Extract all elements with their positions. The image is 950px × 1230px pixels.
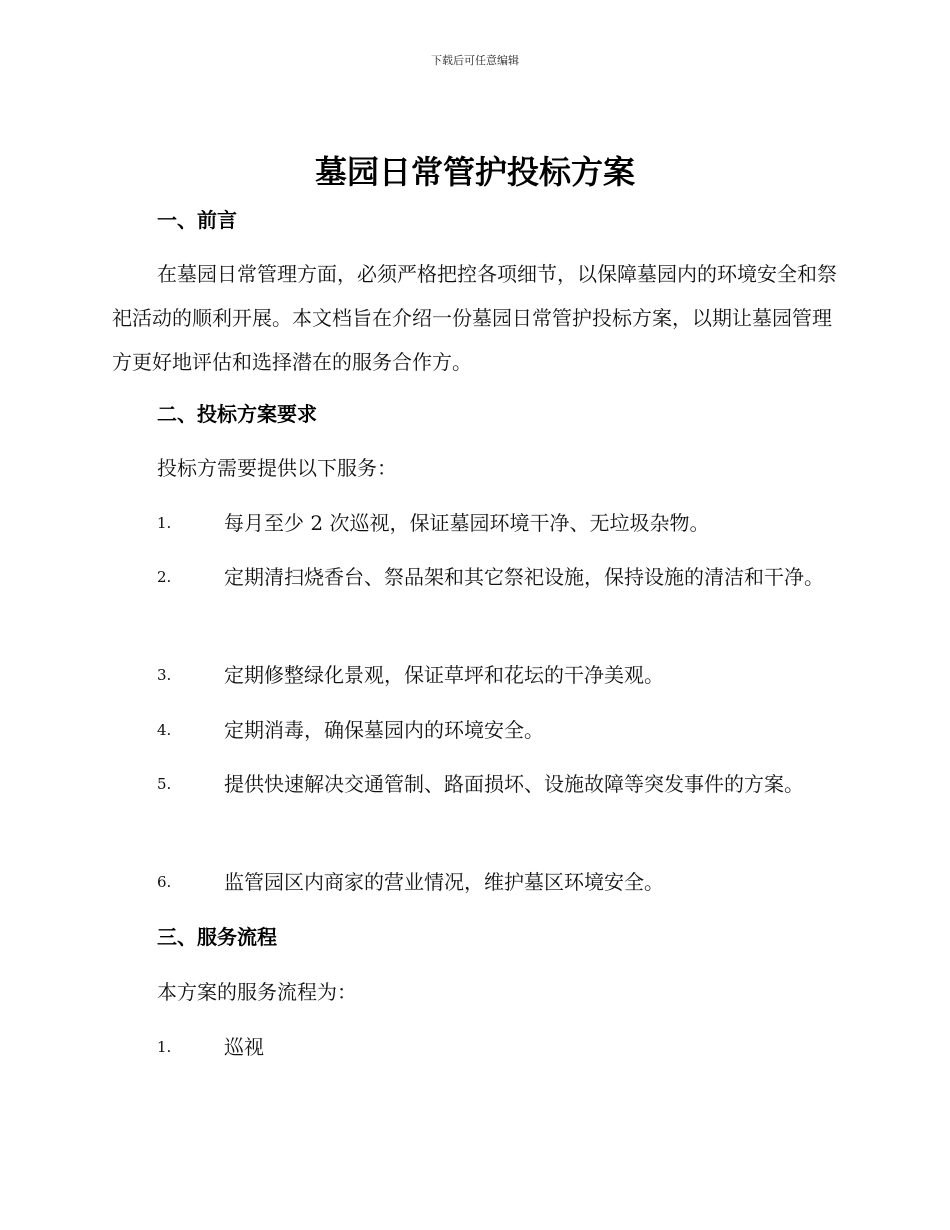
list-item [112,1025,837,1069]
list-item-number: 6. [157,873,172,891]
list-item [112,762,837,806]
list-item [112,860,837,904]
list-item-number: 1. [157,514,172,532]
list-item-text: 监管园区内商家的营业情况，维护墓区环境安全。 [224,870,664,894]
section-heading-preface: 一、前言 [157,208,237,232]
requirements-intro: 投标方需要提供以下服务： [157,456,397,480]
list-item [112,653,837,697]
list-item-text: 定期清扫烧香台、祭品架和其它祭祀设施，保持设施的清洁和干净。 [224,565,824,589]
list-item-text: 定期修整绿化景观，保证草坪和花坛的干净美观。 [224,663,664,687]
list-item-number: 3. [157,666,172,684]
list-item-number: 4. [157,721,172,739]
list-item-text: 每月至少 2 次巡视，保证墓园环境干净、无垃圾杂物。 [224,511,710,535]
list-item-number: 5. [157,775,172,793]
list-item [112,501,837,545]
list-item-number: 2. [157,568,172,586]
process-intro: 本方案的服务流程为： [157,980,357,1004]
document-title: 墓园日常管护投标方案 [314,153,635,191]
preface-paragraph: 在墓园日常管理方面，必须严格把控各项细节，以保障墓园内的环境安全和祭祀活动的顺利开展。本文档旨在介绍一份墓园日常管护投标方案，以期让墓园管理方更好地评估和选择潜在的服务合作方。 [112,262,837,374]
list-item-text: 提供快速解决交通管制、路面损坏、设施故障等突发事件的方案。 [224,772,804,796]
list-item [112,555,837,599]
list-item [112,708,837,752]
section-heading-requirements: 二、投标方案要求 [157,402,317,426]
section-heading-process: 三、服务流程 [157,925,277,949]
list-item-text: 巡视 [224,1035,264,1059]
header-note: 下载后可任意编辑 [431,54,519,67]
list-item-number: 1. [157,1038,172,1056]
list-item-text: 定期消毒，确保墓园内的环境安全。 [224,718,544,742]
